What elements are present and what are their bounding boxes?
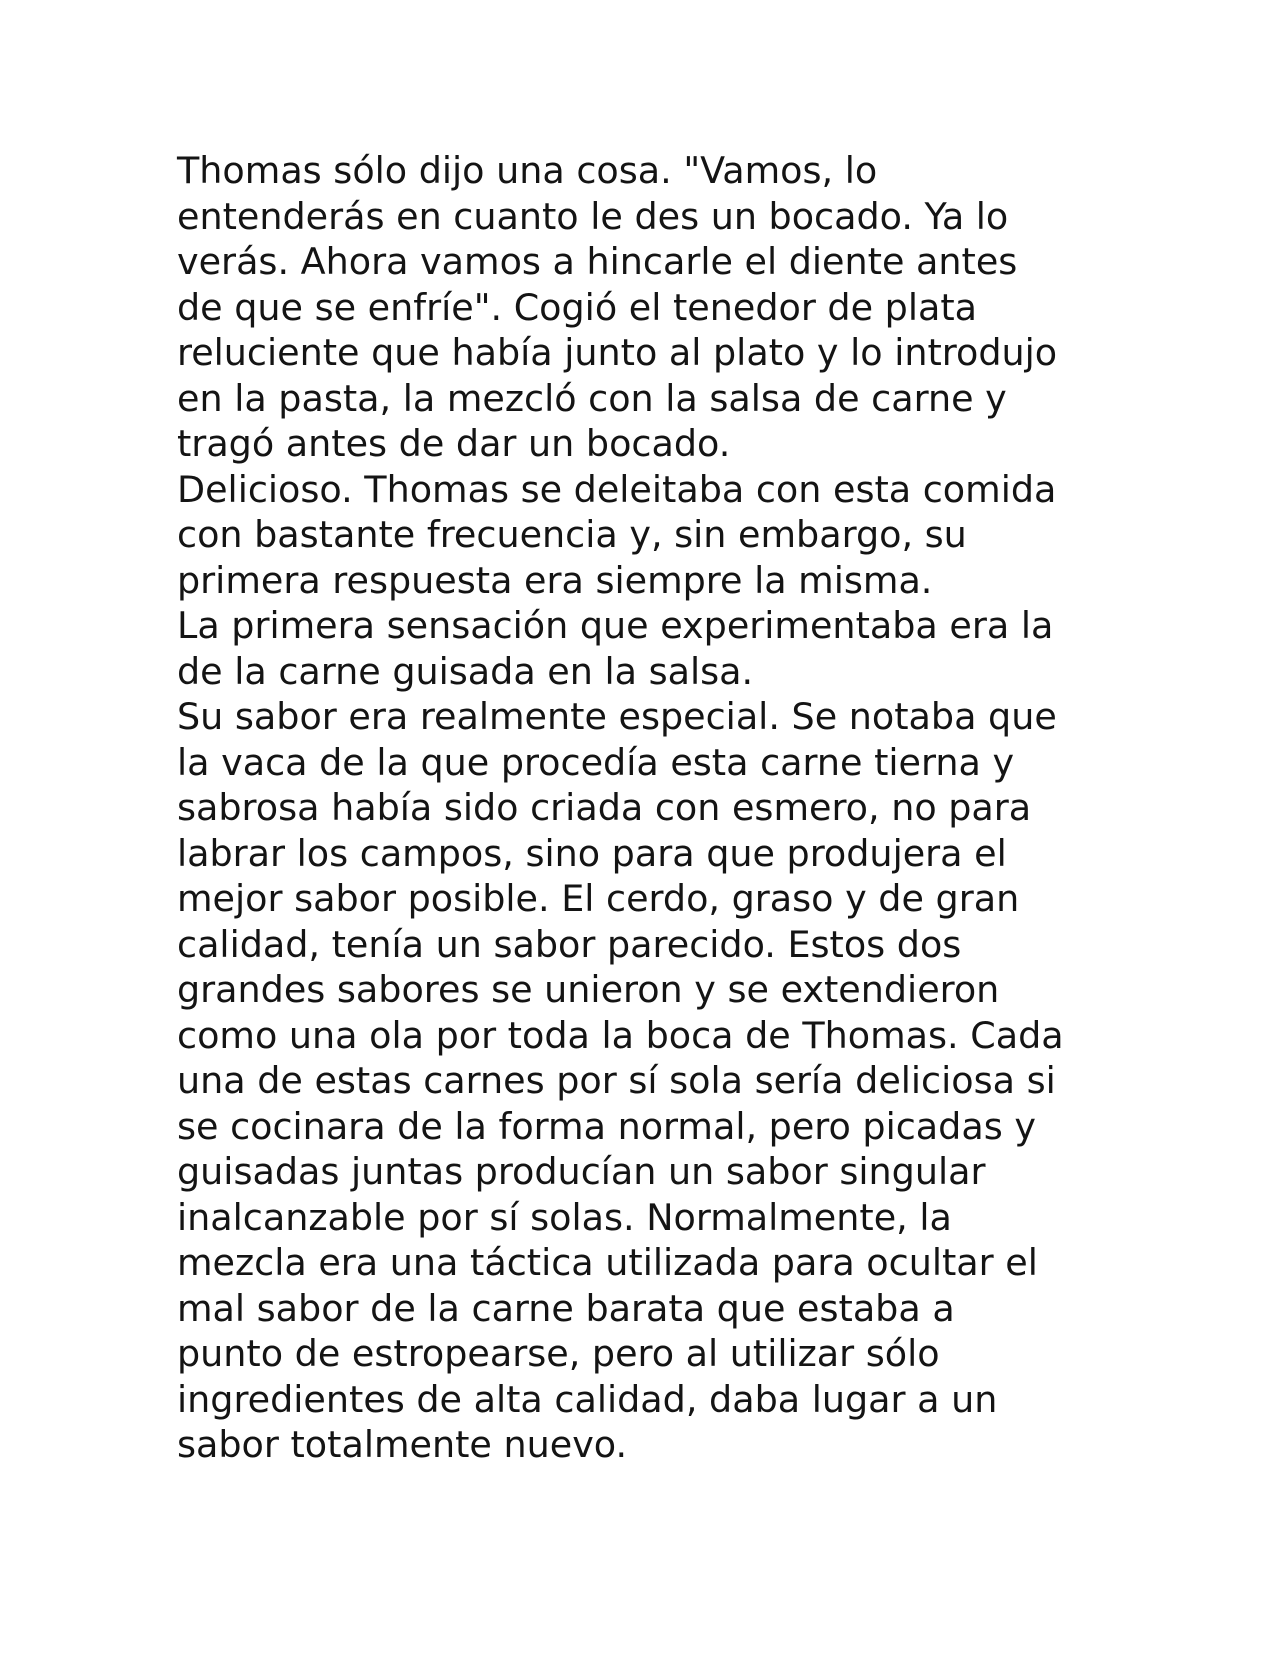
text-line: entenderás en cuanto le des un bocado. Ya lo (177, 194, 1009, 238)
text-line: se cocinara de la forma normal, pero picadas y (177, 1104, 1036, 1148)
text-line: punto de estropearse, pero al utilizar sólo (177, 1332, 940, 1375)
text-line: como una ola por toda la boca de Thomas. Cada (177, 1013, 1064, 1057)
text-line: tragó antes de dar un bocado. (177, 422, 731, 465)
text-line: primera respuesta era siempre la misma. (177, 558, 933, 602)
text-line: labrar los campos, sino para que produjera el (177, 831, 1007, 875)
text-line: una de estas carnes por sí sola sería deliciosa si (177, 1059, 1056, 1102)
text-line: mal sabor de la carne barata que estaba a (177, 1286, 955, 1330)
text-line: reluciente que había junto al plato y lo introdujo (177, 331, 1058, 374)
text-line: inalcanzable por sí solas. Normalmente, la (177, 1195, 952, 1239)
text-line: sabor totalmente nuevo. (177, 1423, 628, 1466)
text-line: mezcla era una táctica utilizada para ocultar el (177, 1241, 1038, 1284)
text-line: mejor sabor posible. El cerdo, graso y de gran (177, 877, 1020, 920)
text-line: guisadas juntas producían un sabor singular (177, 1150, 986, 1193)
text-line: sabrosa había sido criada con esmero, no para (177, 786, 1032, 829)
text-line: con bastante frecuencia y, sin embargo, su (177, 513, 967, 556)
text-line: grandes sabores se unieron y se extendieron (177, 968, 1000, 1011)
text-line: calidad, tenía un sabor parecido. Estos dos (177, 922, 962, 966)
text-line: verás. Ahora vamos a hincarle el diente antes (177, 240, 1018, 283)
text-line: de la carne guisada en la salsa. (177, 649, 754, 693)
text-line: ingredientes de alta calidad, daba lugar a un (177, 1377, 998, 1421)
text-line: Delicioso. Thomas se deleitaba con esta comida (177, 467, 1057, 511)
text-line: La primera sensación que experimentaba era la (177, 604, 1054, 647)
text-line: la vaca de la que procedía esta carne tierna y (177, 740, 1015, 784)
text-line: Thomas sólo dijo una cosa. "Vamos, lo (177, 149, 878, 192)
body-text (177, 148, 1117, 1468)
text-line: Su sabor era realmente especial. Se notaba que (177, 695, 1057, 738)
text-line: en la pasta, la mezcló con la salsa de carne y (177, 376, 1007, 420)
text-line: de que se enfríe". Cogió el tenedor de plata (177, 285, 978, 329)
